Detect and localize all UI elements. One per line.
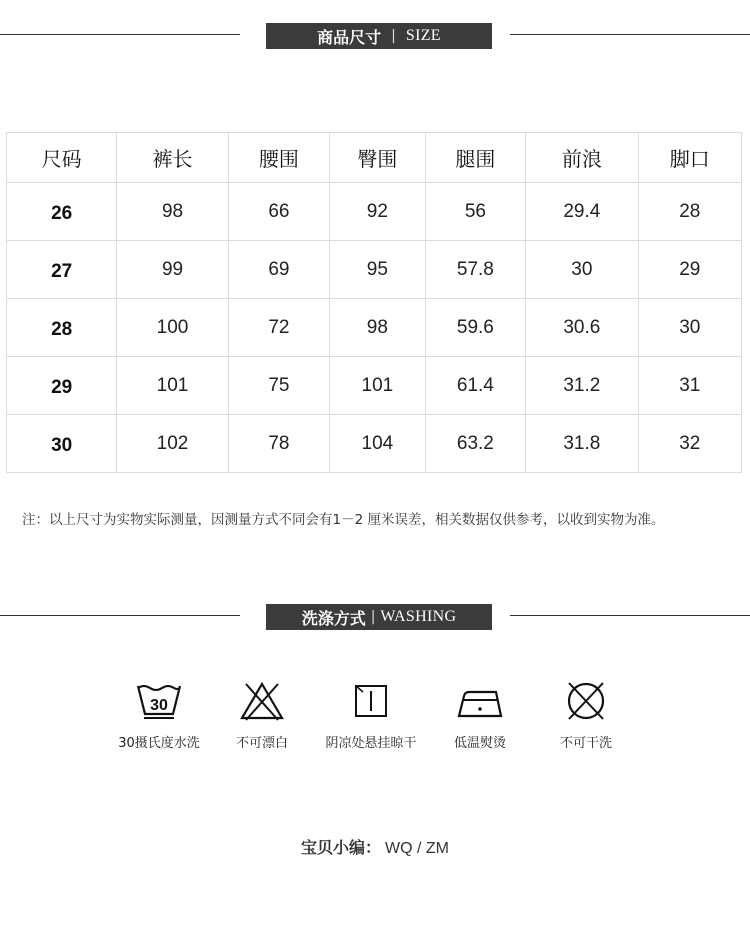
wash-label: 不可干洗: [559, 736, 612, 751]
table-cell: 27: [7, 241, 117, 299]
wash-item: [207, 680, 317, 751]
table-cell: 75: [228, 357, 329, 415]
table-cell: 31: [638, 357, 741, 415]
table-cell: 59.6: [425, 299, 526, 357]
divider-right: [510, 34, 750, 35]
table-cell: 56: [425, 183, 526, 241]
table-cell: 31.2: [526, 357, 638, 415]
table-cell: 63.2: [425, 415, 526, 473]
washing-title-cn: 洗涤方式: [301, 608, 366, 628]
table-cell: 101: [330, 357, 426, 415]
title-separator: |: [391, 28, 396, 44]
table-cell: 30: [638, 299, 741, 357]
table-cell: 69: [228, 241, 329, 299]
wash-label: 不可漂白: [235, 736, 288, 751]
table-cell: 102: [117, 415, 228, 473]
wash-temp-text: 30: [150, 697, 168, 714]
table-row: [7, 357, 742, 415]
no-bleach-icon: [238, 680, 286, 722]
table-cell: 32: [638, 415, 741, 473]
table-cell: 95: [330, 241, 426, 299]
col-header-thigh: 腿围: [425, 133, 526, 183]
washing-title-en: WASHING: [380, 608, 457, 625]
wash-item: [425, 680, 535, 751]
wash-label: 30摄氏度水洗: [118, 736, 200, 751]
col-header-leg-opening: 脚口: [638, 133, 741, 183]
table-cell: 29: [638, 241, 741, 299]
washing-section-header: [0, 604, 750, 632]
washing-title-badge: [266, 604, 492, 630]
table-header-row: [7, 133, 742, 183]
col-header-front-rise: 前浪: [526, 133, 638, 183]
table-cell: 98: [330, 299, 426, 357]
table-row: [7, 415, 742, 473]
table-cell: 26: [7, 183, 117, 241]
measurement-note: 注：以上尺寸为实物实际测量，因测量方式不同会有1－2 厘米误差，相关数据仅供参考，以收到实物为准。: [22, 512, 665, 528]
editor-value: WQ / ZM: [385, 840, 449, 857]
wash-item: [316, 680, 426, 751]
col-header-size: 尺码: [7, 133, 117, 183]
col-header-waist: 腰围: [228, 133, 329, 183]
table-cell: 57.8: [425, 241, 526, 299]
wash-30-icon: [135, 680, 183, 722]
no-dry-clean-icon: [562, 680, 610, 722]
size-table: [6, 132, 742, 473]
size-section-header: [0, 23, 750, 51]
table-cell: 101: [117, 357, 228, 415]
size-title-en: SIZE: [405, 27, 441, 44]
table-cell: 28: [638, 183, 741, 241]
table-cell: 61.4: [425, 357, 526, 415]
divider-left: [0, 615, 240, 616]
editor-key: 宝贝小编：: [301, 838, 382, 857]
divider-right: [510, 615, 750, 616]
wash-label: 低温熨烫: [453, 736, 506, 751]
iron-low-icon: [456, 680, 504, 722]
table-cell: 30.6: [526, 299, 638, 357]
table-cell: 29.4: [526, 183, 638, 241]
line-dry-shade-icon: [347, 680, 395, 722]
table-cell: 29: [7, 357, 117, 415]
size-title-cn: 商品尺寸: [317, 27, 382, 47]
editor-credit: [0, 835, 750, 858]
table-row: [7, 183, 742, 241]
table-cell: 30: [7, 415, 117, 473]
table-cell: 30: [526, 241, 638, 299]
table-row: [7, 299, 742, 357]
table-cell: 104: [330, 415, 426, 473]
col-header-pants-length: 裤长: [117, 133, 228, 183]
table-cell: 78: [228, 415, 329, 473]
size-title-badge: [266, 23, 492, 49]
table-cell: 98: [117, 183, 228, 241]
table-cell: 66: [228, 183, 329, 241]
title-separator: |: [370, 609, 376, 625]
wash-label: 阴凉处悬挂晾干: [325, 736, 417, 751]
table-row: [7, 241, 742, 299]
wash-item: [104, 680, 214, 751]
table-cell: 100: [117, 299, 228, 357]
table-cell: 72: [228, 299, 329, 357]
col-header-hip: 臀围: [330, 133, 426, 183]
table-cell: 28: [7, 299, 117, 357]
divider-left: [0, 34, 240, 35]
wash-item: [531, 680, 641, 751]
table-cell: 99: [117, 241, 228, 299]
washing-instructions: [0, 680, 750, 760]
table-cell: 31.8: [526, 415, 638, 473]
table-cell: 92: [330, 183, 426, 241]
